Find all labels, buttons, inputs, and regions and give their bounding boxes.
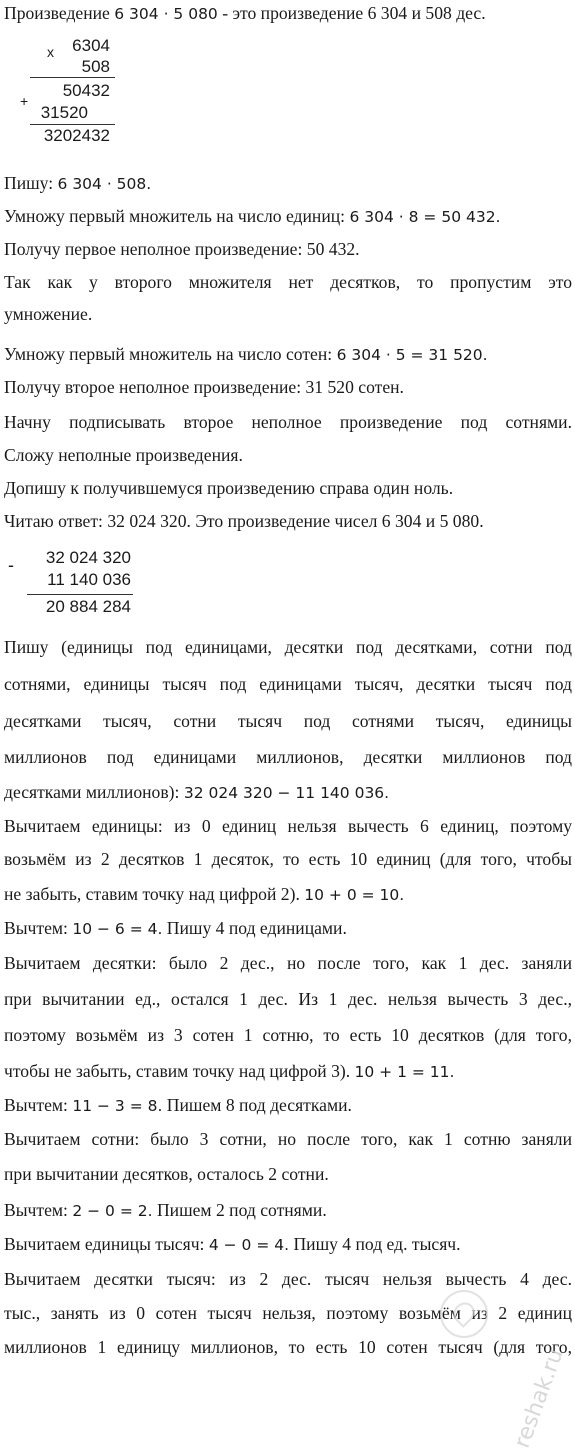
text-line: Начну подписывать второе неполное произведение под сотнями. xyxy=(4,412,572,432)
subtrahend: 11 140 036 xyxy=(47,570,131,589)
heading-suffix: - это произведение 6 304 и 508 дес. xyxy=(217,3,486,23)
text-line: Вычитаем сотни: было 3 сотни, но после того, как 1 сотню заняли xyxy=(4,1129,572,1149)
watermark-text: reshak.ru xyxy=(510,1345,569,1451)
plus-sign: + xyxy=(20,93,29,109)
text-line: сотнями, единицы тысяч под единицами тысяч, десятки тысяч под xyxy=(4,674,572,694)
text-line: миллионов под единицами миллионов, десятки миллионов под xyxy=(4,747,572,767)
text-line: Вычитаем единицы: из 0 единиц нельзя вычесть 6 единиц, поэтому xyxy=(4,816,572,836)
partial-product-2: 31520 xyxy=(40,103,88,122)
mult-rule-2 xyxy=(30,124,115,125)
heading-expression: 6 304 · 5 080 xyxy=(114,5,218,23)
text-line: чтобы не забыть, ставим точку над цифрой 3). 10 + 1 = 11. xyxy=(4,1061,455,1081)
heading-prefix: Произведение xyxy=(4,3,110,23)
text-line: при вычитании десятков, осталось 2 сотни. xyxy=(4,1164,329,1184)
watermark-logo-icon xyxy=(440,1290,488,1338)
text-line: поэтому возьмём из 3 сотен 1 сотню, то есть 10 десятков (для того, xyxy=(4,1025,572,1045)
text-line: Вычитаем десятки: было 2 дес., но после того, как 1 дес. заняли xyxy=(4,953,572,973)
factor-2: 508 xyxy=(81,57,110,76)
text-line: десятками миллионов): 32 024 320 − 11 140 036. xyxy=(4,782,390,802)
text-line: Получу первое неполное произведение: 50 432. xyxy=(4,239,360,259)
text-line: миллионов 1 единицу миллионов, то есть 10 сотен тысяч (для того, xyxy=(4,1337,572,1357)
text-line: Умножу первый множитель на число сотен: 6 304 · 5 = 31 520. xyxy=(4,344,488,364)
mult-result: 3202432 xyxy=(43,126,110,145)
text-line: Допишу к получившемуся произведению справа один ноль. xyxy=(4,478,454,498)
text-line: Умножу первый множитель на число единиц: 6 304 · 8 = 50 432. xyxy=(4,206,501,226)
text-line: Вычитаем единицы тысяч: 4 − 0 = 4. Пишу 4 под ед. тысяч. xyxy=(4,1234,461,1254)
text-line: при вычитании ед., остался 1 дес. Из 1 дес. нельзя вычесть 3 дес., xyxy=(4,989,572,1009)
text-line: Вычитаем десятки тысяч: из 2 дес. тысяч нельзя вычесть 4 дес. xyxy=(4,1269,572,1289)
text-line: Сложу неполные произведения. xyxy=(4,445,243,465)
text-line: Так как у второго множителя нет десятков, то пропустим это xyxy=(4,272,572,292)
text-line: не забыть, ставим точку над цифрой 2). 10 + 0 = 10. xyxy=(4,884,405,904)
multiply-sign: x xyxy=(47,44,54,60)
partial-product-1: 50432 xyxy=(62,81,110,100)
heading-line xyxy=(4,2,486,25)
text-line: Получу второе неполное произведение: 31 520 сотен. xyxy=(4,377,404,397)
minus-sign: - xyxy=(8,555,14,575)
minuend: 32 024 320 xyxy=(45,548,131,567)
mult-rule-1 xyxy=(30,77,115,78)
text-line: умножение. xyxy=(4,304,93,324)
text-line: тыс., занять из 0 сотен тысяч нельзя, поэтому возьмём из 2 единиц xyxy=(4,1303,572,1323)
text-line: Вычтем: 11 − 3 = 8. Пишем 8 под десятками. xyxy=(4,1095,352,1115)
factor-1: 6304 xyxy=(72,36,110,55)
text-line: Вычтем: 10 − 6 = 4. Пишу 4 под единицами. xyxy=(4,918,347,938)
text-line: Пишу (единицы под единицами, десятки под десятками, сотни под xyxy=(4,637,572,657)
text-line: Читаю ответ: 32 024 320. Это произведение чисел 6 304 и 5 080. xyxy=(4,511,484,531)
text-line: возьмём из 2 десятков 1 десяток, то есть 10 единиц (для того, чтобы xyxy=(4,849,572,869)
sub-rule xyxy=(27,594,133,595)
difference: 20 884 284 xyxy=(45,597,131,616)
text-line: Вычтем: 2 − 0 = 2. Пишем 2 под сотнями. xyxy=(4,1200,327,1220)
text-line: десятками тысяч, сотни тысяч под сотнями тысяч, единицы xyxy=(4,711,572,731)
text-line: Пишу: 6 304 · 508. xyxy=(4,173,152,193)
